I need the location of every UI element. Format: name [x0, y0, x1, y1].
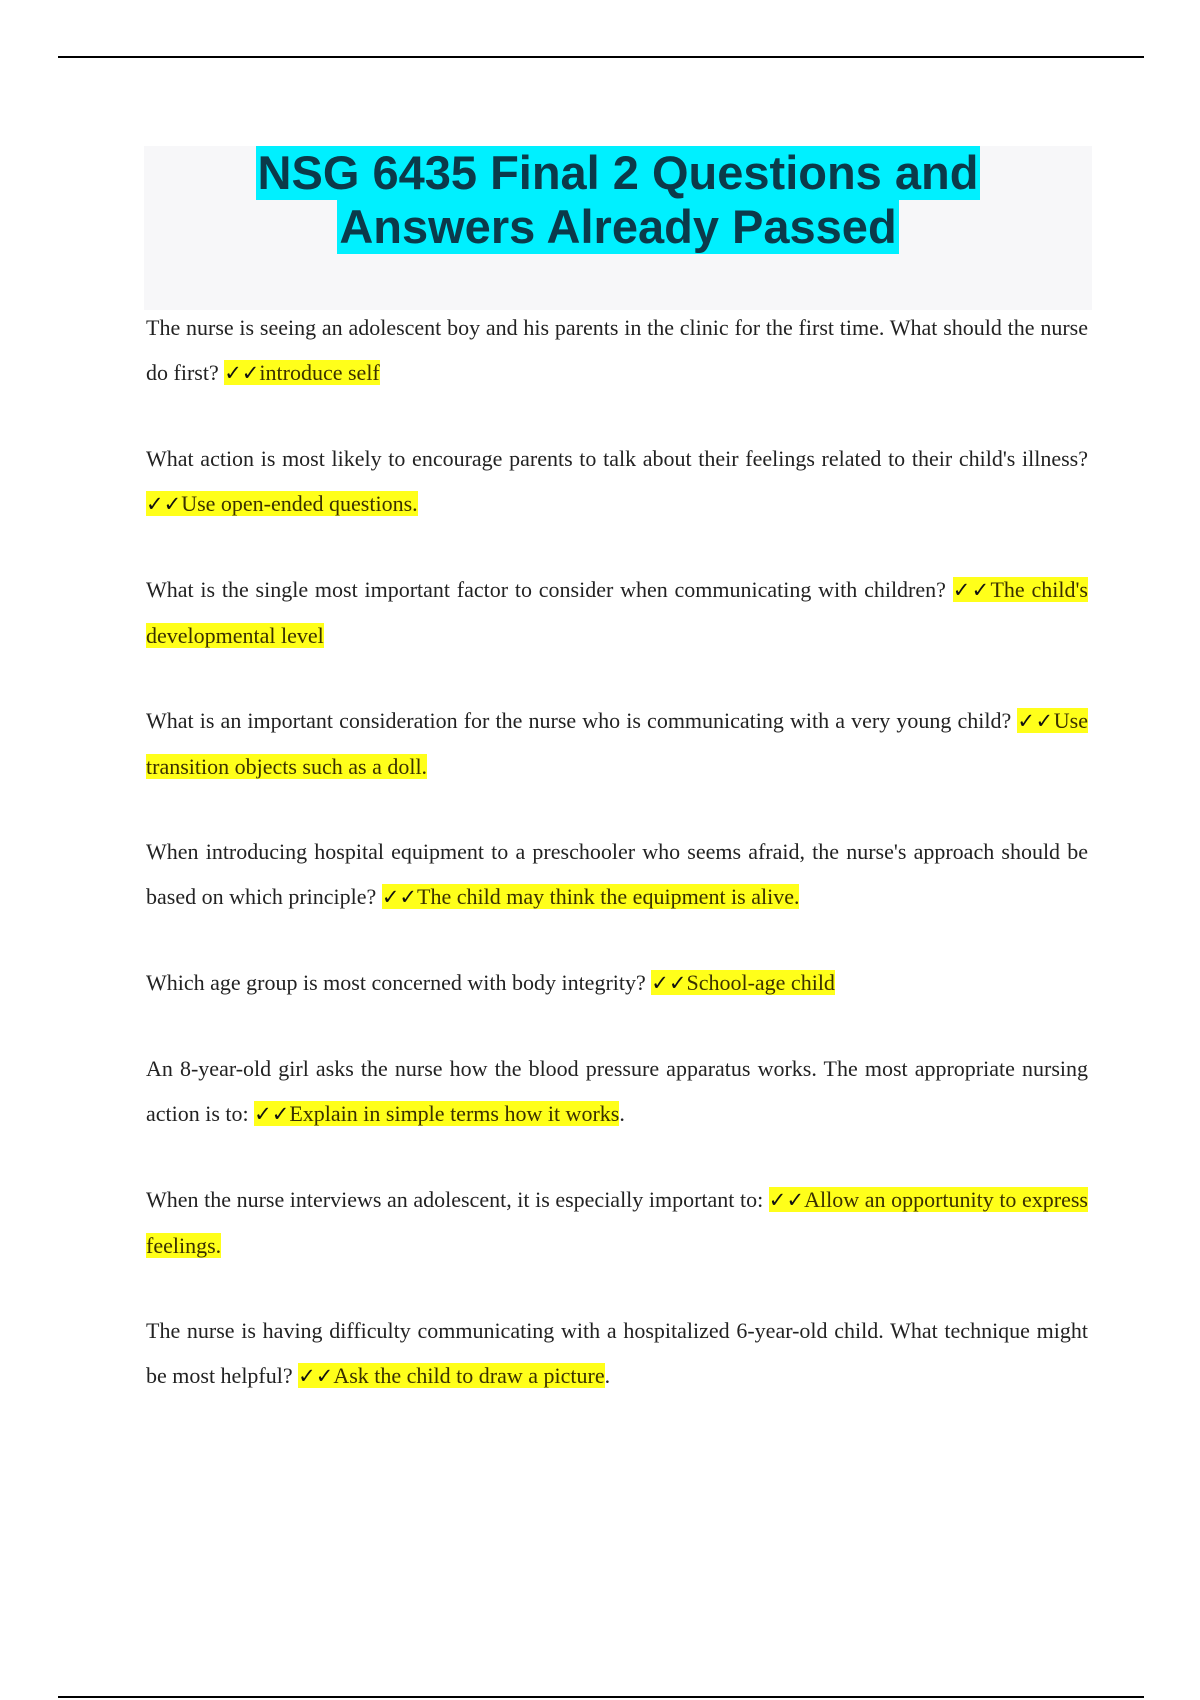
answer-highlight — [651, 970, 835, 995]
qa-item — [146, 567, 1088, 658]
qa-item — [146, 305, 1088, 396]
question-text: Which age group is most concerned with body integrity? — [146, 970, 652, 995]
question-text: When the nurse interviews an adolescent, it is especially important to: — [146, 1187, 769, 1212]
check-icon: ✓✓ — [381, 885, 418, 909]
question-text: What action is most likely to encourage parents to talk about their feelings related to their child's illness? — [146, 446, 1088, 471]
bottom-rule — [58, 1696, 1144, 1698]
answer-text: Use transition objects such as a doll. — [146, 708, 1088, 779]
qa-item — [146, 829, 1088, 920]
answer-trailing: . — [619, 1101, 625, 1126]
answer-text: Ask the child to draw a picture — [333, 1363, 605, 1388]
document-title-line-2: Answers Already Passed — [339, 200, 897, 253]
answer-text: introduce self — [259, 360, 380, 385]
question-text: What is the single most important factor to consider when communicating with children? — [146, 577, 953, 602]
question-text: When introducing hospital equipment to a preschooler who seems afraid, the nurse's approach should be based on which principle? — [146, 839, 1088, 909]
question-text: An 8-year-old girl asks the nurse how the blood pressure apparatus works. The most appropriate nursing action is to: — [146, 1056, 1088, 1126]
answer-text: Allow an opportunity to express feelings. — [146, 1187, 1088, 1258]
qa-item — [146, 1177, 1088, 1268]
answer-highlight — [224, 360, 380, 385]
top-rule — [58, 56, 1144, 58]
check-icon: ✓✓ — [298, 1364, 334, 1388]
check-icon: ✓✓ — [651, 971, 687, 995]
qa-item — [146, 436, 1088, 527]
question-text: What is an important consideration for the nurse who is communicating with a very young child? — [146, 708, 1018, 733]
answer-highlight — [382, 884, 800, 909]
check-icon: ✓✓ — [768, 1188, 805, 1212]
document-title-line-1: NSG 6435 Final 2 Questions and — [257, 146, 979, 199]
answer-text: The child may think the equipment is alive. — [417, 884, 800, 909]
answer-trailing: . — [604, 1363, 611, 1388]
answer-highlight — [254, 1101, 619, 1126]
qa-item — [146, 960, 1088, 1006]
answer-text: Explain in simple terms how it works — [289, 1101, 620, 1126]
answer-text: The child's developmental level — [146, 577, 1088, 648]
check-icon: ✓✓ — [1017, 709, 1054, 733]
check-icon: ✓✓ — [146, 492, 182, 516]
answer-highlight — [298, 1363, 604, 1388]
question-text: The nurse is seeing an adolescent boy and his parents in the clinic for the first time. What should the nurse do first? — [146, 315, 1088, 385]
question-text: The nurse is having difficulty communicating with a hospitalized 6-year-old child. What technique might be most helpful? — [146, 1318, 1088, 1388]
answer-highlight — [146, 491, 418, 516]
qa-item — [146, 698, 1088, 789]
qa-item — [146, 1308, 1088, 1399]
answer-text: Use open-ended questions. — [181, 491, 418, 516]
qa-list — [146, 305, 1088, 1439]
check-icon: ✓✓ — [254, 1102, 290, 1126]
title-block — [144, 146, 1092, 310]
check-icon: ✓✓ — [952, 578, 991, 602]
answer-text: School-age child — [686, 970, 835, 995]
qa-item — [146, 1046, 1088, 1137]
check-icon: ✓✓ — [224, 361, 260, 385]
